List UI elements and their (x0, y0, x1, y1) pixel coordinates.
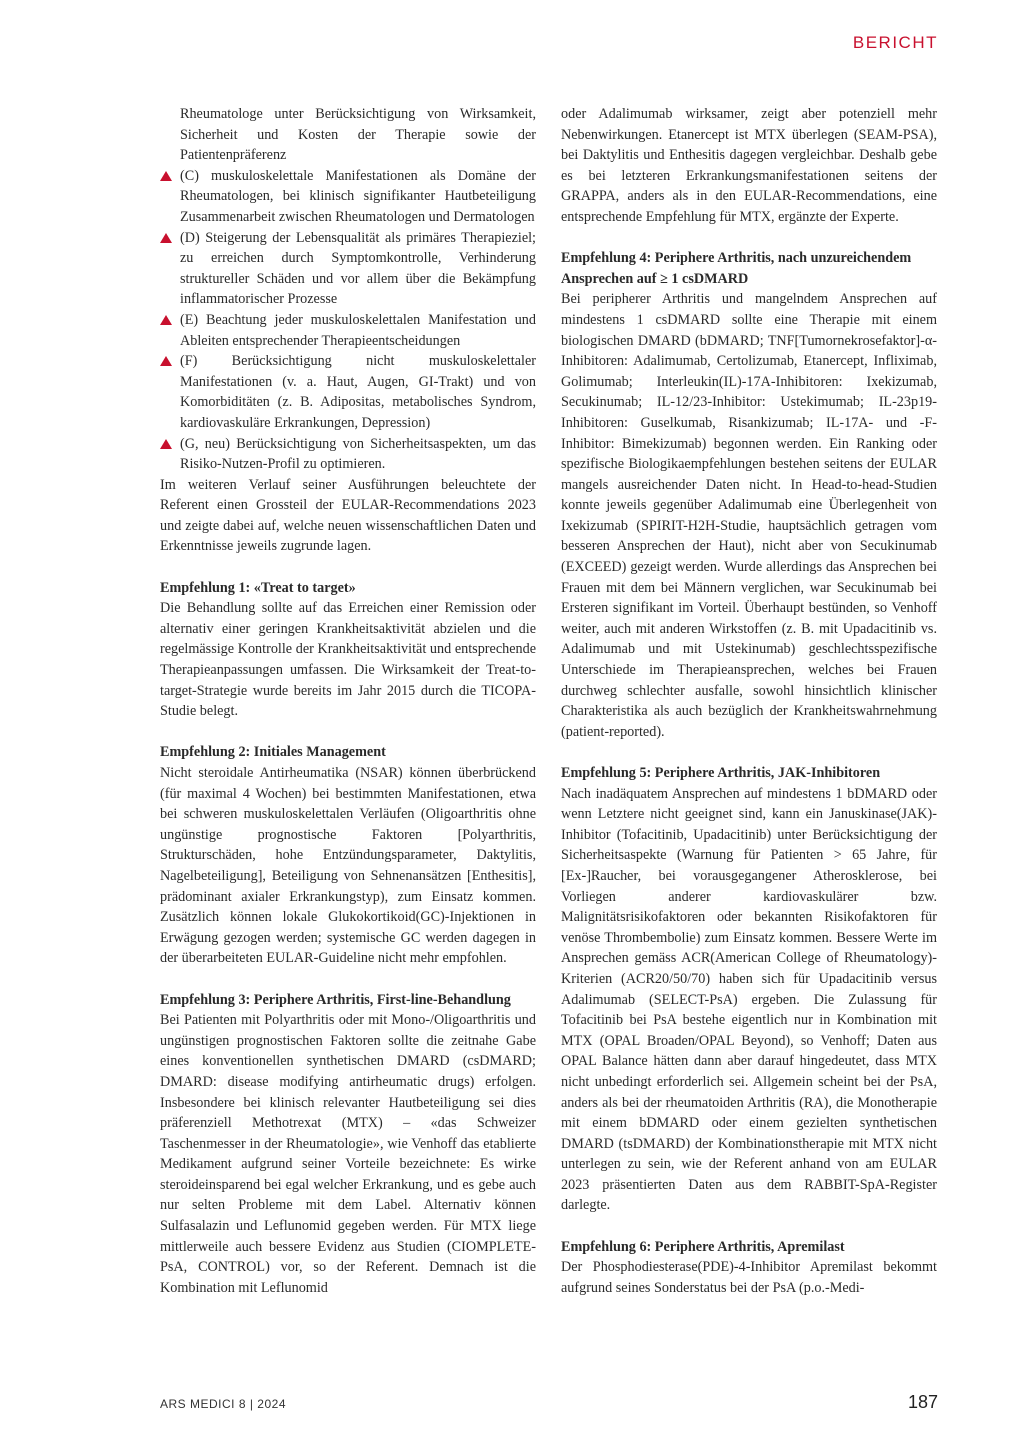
paragraph: Rheumatologe unter Berücksichtigung von Wirksamkeit, Sicherheit und Kosten der Therapie sowie der Patientenpräferenz (180, 106, 536, 164)
list-item: (E) Beachtung jeder muskuloskelettalen Manifestation und Ableiten entsprechender Therapieentscheidungen (160, 310, 536, 351)
paragraph: Nach inadäquatem Ansprechen auf mindestens 1 bDMARD oder wenn Letztere nicht geeignet sind, kann ein Januskinase(JAK)-Inhibitor (Tofacitinib, Upadacitinib) unter Berücksichtigung der Sicherheitsaspekte (Warnung für Patienten > 65 Jahre, für [Ex-]Raucher, bei vorausgegangener Atherosklerose, bei Vorliegen anderer kardiovaskulärer bzw. Malignitätsrisikofaktoren oder bekannten Risikofaktoren für venöse Thrombembolie) zum Einsatz kommen. Bessere Werte im Ansprechen gemäss ACR(American College of Rheumatology)-Kriterien (ACR20/50/70) haben sich für Upadacitinib versus Adalimumab (SELECT-PsA) ergeben. Die Zulassung für Tofacitinib bei PsA bestehe eigentlich nur in Kombination mit MTX (OPAL Broaden/OPAL Beyond), so Venhoff; Daten aus OPAL Balance hätten dann aber darauf hingedeutet, dass MTX nicht unbedingt erforderlich sei. Allgemein scheint bei der PsA, anders als bei der rheumatoiden Arthritis (RA), die Monotherapie mit einem bDMARD oder einem gezielten synthetischen DMARD (tsDMARD) der Kombinationstherapie mit MTX nicht unterlegen zu sein, wie der Referent anhand von am EULAR 2023 präsentierten Daten aus dem RABBIT-SpA-Register darlegte. (561, 785, 937, 1214)
section-heading: Empfehlung 6: Periphere Arthritis, Apremilast (561, 1238, 845, 1255)
triangle-bullet-icon (160, 356, 172, 366)
section-label: BERICHT (852, 33, 938, 52)
list-item: (F) Berücksichtigung nicht muskuloskelettaler Manifestationen (v. a. Haut, Augen, GI-Trakt) und von Komorbiditäten (z. B. Adipositas, metabolisches Syndrom, kardiovaskuläre Erkrankungen, Depression) (160, 351, 536, 433)
list-item: (D) Steigerung der Lebensqualität als primäres Therapieziel; zu erreichen durch Symptomkontrolle, Verhinderung struktureller Schäden und vor allem über die Bekämpfung inflammatorischer Prozesse (160, 228, 536, 310)
section-heading: Empfehlung 5: Periphere Arthritis, JAK-Inhibitoren (561, 765, 881, 781)
list-item: (G, neu) Berücksichtigung von Sicherheitsaspekten, um das Risiko-Nutzen-Profil zu optimieren. (160, 434, 536, 475)
paragraph: Die Behandlung sollte auf das Erreichen einer Remission oder alternativ einer geringen Krankheitsaktivität abzielen und die regelmässige Kontrolle der Krankheitsaktivität und entsprechende Therapieanpassungen umfassen. Die Wirksamkeit der Treat-to-target-Strategie wurde bereits im Jahr 2015 durch die TICOPA-Studie belegt. (160, 600, 536, 720)
paragraph: Nicht steroidale Antirheumatika (NSAR) können überbrückend (für maximal 4 Wochen) bei bestimmten Manifestationen, etwa bei schweren muskuloskelettalen Verläufen (Oligoarthritis ohne ungünstige prognostische Faktoren [Polyarthritis, Strukturschäden, hohe Entzündungsparameter, Daktylitis, Nagelbeteiligung], Beteiligung von Sehnenansätzen [Enthesitis], prädominant axialer Erkrankungstyp), zum Einsatz kommen. Zusätzlich können lokale Glukokortikoid(GC)-Injektionen in Erwägung gezogen werden; systemische GC werden dagegen in der überarbeiteten EULAR-Guideline nicht mehr empfohlen. (160, 765, 536, 967)
triangle-bullet-icon (160, 439, 172, 449)
section-heading: Empfehlung 2: Initiales Management (160, 744, 386, 761)
section-heading: Empfehlung 3: Periphere Arthritis, First-line-Behandlung (160, 991, 511, 1008)
paragraph: Im weiteren Verlauf seiner Ausführungen beleuchtete der Referent einen Grossteil der EULAR-Recommendations 2023 und zeigte dabei auf, welche neuen wissenschaftlichen Daten und Erkenntnisse jeweils zugrunde lagen. (160, 476, 536, 555)
left-column (160, 104, 536, 1298)
recommendation-principles-list (160, 166, 536, 475)
section-heading: Empfehlung 4: Periphere Arthritis, nach unzureichendem Ansprechen auf ≥ 1 csDMARD (561, 250, 912, 287)
paragraph: oder Adalimumab wirksamer, zeigt aber potenziell mehr Nebenwirkungen. Etanercept ist MTX überlegen (SEAM-PSA), bei Daktylitis und Enthesitis dagegen vergleichbar. Deshalb gebe es bei letzteren Erkrankungsmanifestationen seitens der GRAPPA, anders als in den EULAR-Recommendations, eine entsprechende Empfehlung für MTX, ergänzte der Experte. (561, 106, 937, 225)
triangle-bullet-icon (160, 233, 172, 243)
triangle-bullet-icon (160, 171, 172, 181)
paragraph: Bei peripherer Arthritis und mangelndem Ansprechen auf mindestens 1 csDMARD sollte eine Therapie mit einem biologischen DMARD (bDMARD; TNF[Tumornekrosefaktor]-α-Inhibitoren: Adalimumab, Certolizumab, Etanercept, Infliximab, Golimumab; Interleukin(IL)-17A-Inhibitoren: Ixekizumab, Secukinumab; IL-12/23-Inhibitor: Ustekimumab; IL-23p19-Inhibitoren: Guselkumab, Risankizumab; IL-17A- und -F-Inhibitor: Bimekizumab) begonnen werden. Ein Ranking oder spezifische Biologikaempfehlungen bestehen seitens der EULAR mangels ausreichender Daten nicht. In Head-to-head-Studien konnte jeweils gegenüber Adalimumab eine Überlegenheit von Ixekizumab (SPIRIT-H2H-Studie, hauptsächlich getragen vom besseren Ansprechen der Haut), nicht aber von Secukinumab (EXCEED) gezeigt werden. Wurde allerdings das Ansprechen bei Frauen mit dem bei Männern verglichen, war Secukinumab bei Ersteren signifikant im Vorteil. Überhaupt bestünden, so Venhoff weiter, auch mit anderen Wirkstoffen (z. B. mit Upadacitinib vs. Adalimumab und mit Ustekinumab) geschlechtsspezifische Unterschiede im Therapieansprechen, welches bei Frauen durchweg schlechter ausfalle, sowohl hinsichtlich klinischer Charakteristika als auch bezüglich der Krankheitswahrnehmung (patient-reported). (561, 291, 937, 740)
triangle-bullet-icon (160, 315, 172, 325)
right-column (561, 104, 937, 1298)
page-number: 187 (907, 1392, 938, 1412)
paragraph: Der Phosphodiesterase(PDE)-4-Inhibitor Apremilast bekommt aufgrund seines Sonderstatus bei der PsA (p.o.-Medi- (561, 1259, 937, 1296)
paragraph: Bei Patienten mit Polyarthritis oder mit Mono-/Oligoarthritis und ungünstigen prognostischen Faktoren sollte die zeitnahe Gabe eines konventionellen synthetischen DMARD (csDMARD; DMARD: disease modifying antirheumatic drugs) erfolgen. Insbesondere bei klinisch relevanter Hautbeteiligung sei dies präferenziell Methotrexat (MTX) – «das Schweizer Taschenmesser in der Rheumatologie», wie Venhoff das etablierte Medikament aufgrund seiner Vorteile bezeichnete: Es wirke steroideinsparend bei egal welcher Erkrankung, und es gebe auch nur selten Probleme mit dem Label. Alternativ können Sulfasalazin und Leflunomid gegeben werden. Für MTX liege mittlerweile auch bessere Evidenz aus Studien (CIOMPLETE-PsA, CONTROL) vor, so der Referent. Demnach ist die Kombination mit Leflunomid (160, 1012, 536, 1296)
section-heading: Empfehlung 1: «Treat to target» (160, 579, 356, 596)
list-item: (C) muskuloskelettale Manifestationen als Domäne der Rheumatologen, bei klinisch signifikanter Hautbeteiligung Zusammenarbeit zwischen Rheumatologen und Dermatologen (160, 166, 536, 228)
journal-issue: ARS MEDICI 8 | 2024 (160, 1397, 286, 1411)
